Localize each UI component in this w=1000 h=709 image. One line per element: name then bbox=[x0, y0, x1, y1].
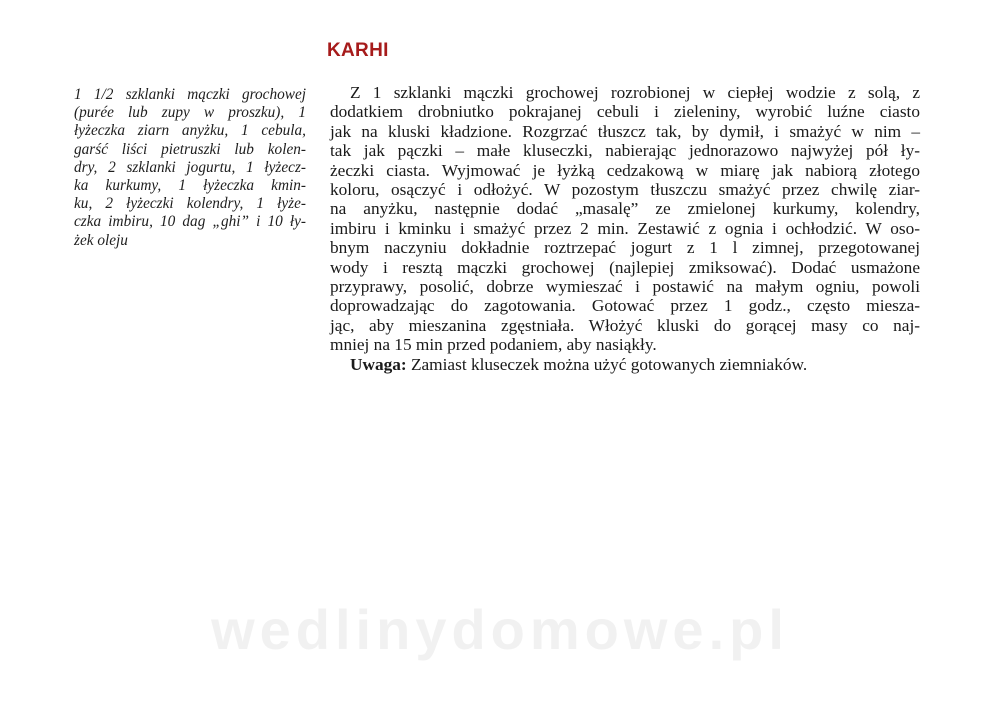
recipe-note bbox=[330, 355, 920, 374]
ingredients-list bbox=[74, 86, 306, 250]
instruction-line: mniej na 15 min przed podaniem, aby nasiąkły. bbox=[330, 335, 657, 355]
note-text: Zamiast kluseczek można użyć gotowanych ziemniaków. bbox=[406, 354, 808, 374]
ingredients-line: ku, 2 łyżeczki kolendry, 1 łyże- bbox=[74, 195, 306, 213]
ingredients-line: dry, 2 szklanki jogurtu, 1 łyżecz- bbox=[74, 158, 306, 176]
instruction-line: jak na kluski kładzione. Rozgrzać tłuszcz tak, by dymił, i smażyć w nim – bbox=[330, 121, 920, 141]
instruction-line: bnym naczyniu dokładnie roztrzepać jogurt z 1 l zimnej, przegotowanej bbox=[330, 238, 920, 258]
watermark-text: wedlinydomowe.pl bbox=[211, 598, 789, 661]
instruction-line: na anyżku, następnie dodać „masalę” ze zmielonej kurkumy, kolendry, bbox=[330, 199, 920, 219]
recipe-title: KARHI bbox=[327, 40, 389, 61]
ingredients-line: garść liści pietruszki lub kolen- bbox=[74, 140, 306, 158]
instruction-line: dodatkiem drobniutko pokrajanej cebuli i zieleniny, wyrobić luźne ciasto bbox=[330, 102, 920, 122]
instruction-line: doprowadzając do zagotowania. Gotować przez 1 godz., często miesza- bbox=[330, 296, 920, 316]
instruction-line: jąc, aby mieszanina zgęstniała. Włożyć kluski do gorącej masy co naj- bbox=[330, 315, 920, 335]
ingredients-line: czka imbiru, 10 dag „ghi” i 10 ły- bbox=[74, 213, 306, 231]
instruction-line: tak jak pączki – małe kluseczki, nabierając jednorazowo najwyżej pół ły- bbox=[330, 141, 920, 161]
instruction-line: wody i resztą mączki grochowej (najlepiej zmiksować). Dodać usmażone bbox=[330, 257, 920, 277]
ingredients-line: 1 1/2 szklanki mączki grochowej bbox=[74, 86, 306, 103]
ingredients-line: żek oleju bbox=[74, 231, 128, 249]
ingredients-line: (purée lub zupy w proszku), 1 bbox=[74, 104, 306, 122]
instruction-line: przyprawy, posolić, dobrze wymieszać i postawić na małym ogniu, powoli bbox=[330, 277, 920, 297]
instruction-line: imbiru i kminku i smażyć przez 2 min. Zestawić z ognia i ochłodzić. W oso- bbox=[330, 218, 920, 238]
ingredients-line: ka kurkumy, 1 łyżeczka kmin- bbox=[74, 177, 306, 195]
note-label: Uwaga: bbox=[350, 354, 407, 374]
instruction-line: koloru, osączyć i odłożyć. W pozostym tłuszczu smażyć przez chwilę ziar- bbox=[330, 180, 920, 200]
recipe-instructions bbox=[330, 83, 920, 374]
instruction-line: Z 1 szklanki mączki grochowej rozrobionej w ciepłej wodzie z solą, z bbox=[350, 83, 920, 102]
instruction-line: żeczki ciasta. Wyjmować je łyżką cedzakową w miarę jak nabiorą złotego bbox=[330, 160, 920, 180]
ingredients-line: łyżeczka ziarn anyżku, 1 cebula, bbox=[74, 122, 306, 140]
